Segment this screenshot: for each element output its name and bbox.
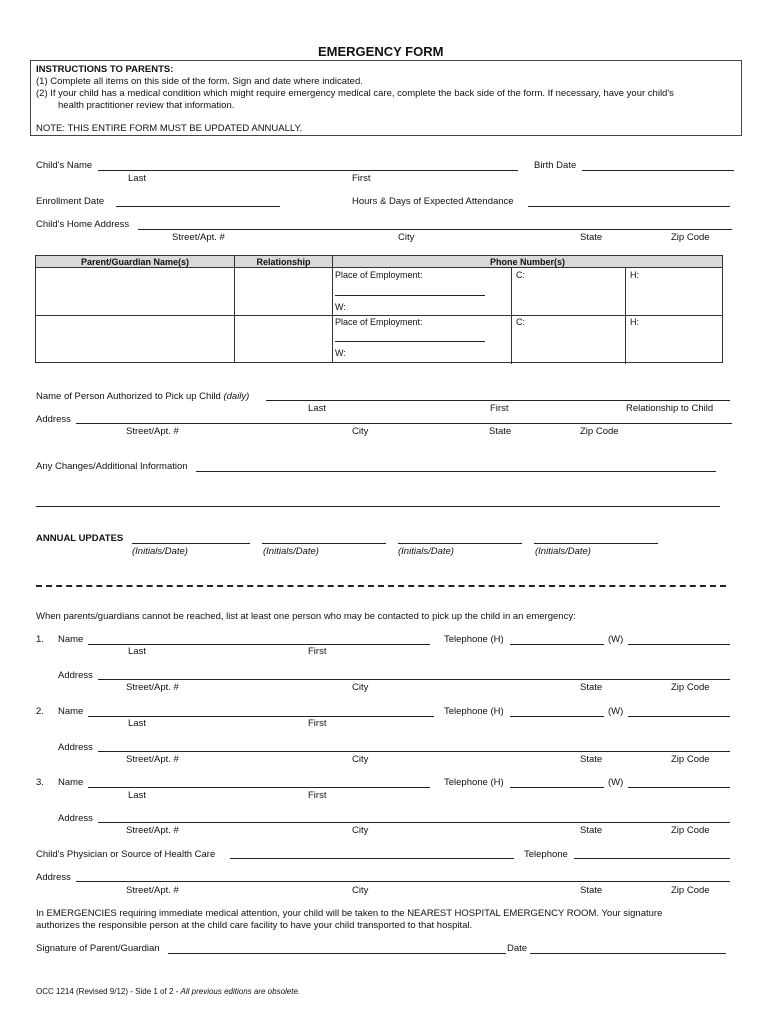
annual-update-field-1[interactable]: [132, 543, 250, 544]
phone-cell-2: [333, 316, 723, 363]
contact-1-name-field[interactable]: [88, 644, 430, 645]
annual-update-field-3[interactable]: [398, 543, 522, 544]
contact-3-last-caption: Last: [128, 790, 146, 801]
contact-1-phone-w-field[interactable]: [628, 644, 730, 645]
physician-label: Child's Physician or Source of Health Care: [36, 849, 216, 860]
changes-field-2[interactable]: [36, 506, 720, 507]
employment-field[interactable]: [335, 341, 485, 342]
contact-1-address-label: Address: [58, 670, 93, 681]
physician-zip-caption: Zip Code: [671, 885, 710, 896]
contact-2-phone-h-label: Telephone (H): [444, 706, 504, 717]
child-name-label: Child's Name: [36, 160, 93, 171]
employment-label: Place of Employment:: [335, 317, 423, 327]
hours-field[interactable]: [528, 206, 730, 207]
employment-label: Place of Employment:: [335, 270, 423, 280]
contact-1-first-caption: First: [308, 646, 327, 657]
contact-3-number: 3.: [36, 777, 44, 788]
annual-updates-label: ANNUAL UPDATES: [36, 533, 124, 544]
home-address-field[interactable]: [138, 229, 732, 230]
contact-3-name-field[interactable]: [88, 787, 430, 788]
physician-city-caption: City: [352, 885, 369, 896]
pickup-state-caption: State: [489, 426, 512, 437]
instructions-note: NOTE: THIS ENTIRE FORM MUST BE UPDATED ANNUALLY.: [36, 123, 303, 134]
contact-1-phone-w-label: (W): [608, 634, 624, 645]
contact-2-zip-caption: Zip Code: [671, 754, 710, 765]
child-last-caption: Last: [128, 173, 146, 184]
pickup-address-label: Address: [36, 414, 71, 425]
contact-1-name-label: Name: [58, 634, 84, 645]
relationship-cell-2[interactable]: [235, 316, 333, 363]
contact-1-last-caption: Last: [128, 646, 146, 657]
contact-1-state-caption: State: [580, 682, 603, 693]
birth-date-label: Birth Date: [534, 160, 577, 171]
contact-2-name-field[interactable]: [88, 716, 434, 717]
pickup-first-caption: First: [490, 403, 509, 414]
home-address-label: Child's Home Address: [36, 219, 130, 230]
contact-1-city-caption: City: [352, 682, 369, 693]
contact-2-city-caption: City: [352, 754, 369, 765]
emergency-contacts-intro: When parents/guardians cannot be reached, list at least one person who may be contacted to pick up the child in an emergency:: [36, 611, 576, 622]
contact-3-name-label: Name: [58, 777, 84, 788]
contact-2-state-caption: State: [580, 754, 603, 765]
cell-phone-label: C:: [516, 270, 525, 280]
contact-3-first-caption: First: [308, 790, 327, 801]
physician-telephone-label: Telephone: [524, 849, 568, 860]
phone-cell-1: [333, 268, 723, 316]
changes-label: Any Changes/Additional Information: [36, 461, 188, 472]
address-zip-caption: Zip Code: [671, 232, 710, 243]
form-title: EMERGENCY FORM: [318, 44, 444, 59]
contact-3-street-caption: Street/Apt. #: [126, 825, 179, 836]
contact-1-street-caption: Street/Apt. #: [126, 682, 179, 693]
physician-telephone-field[interactable]: [574, 858, 730, 859]
guardian-name-cell-2[interactable]: [36, 316, 235, 363]
instruction-item-1: (1) Complete all items on this side of the form. Sign and date where indicated.: [36, 76, 363, 87]
date-label: Date: [507, 943, 528, 954]
work-phone-label: W:: [335, 302, 346, 312]
contact-2-phone-h-field[interactable]: [510, 716, 604, 717]
contact-2-first-caption: First: [308, 718, 327, 729]
contact-2-phone-w-field[interactable]: [628, 716, 730, 717]
col-relationship: Relationship: [235, 256, 333, 268]
pickup-last-caption: Last: [308, 403, 326, 414]
contact-1-address-field[interactable]: [98, 679, 730, 680]
pickup-relationship-caption: Relationship to Child: [626, 403, 714, 414]
address-street-caption: Street/Apt. #: [172, 232, 225, 243]
contact-3-phone-h-label: Telephone (H): [444, 777, 504, 788]
instruction-item-2-cont: health practitioner review that information.: [58, 100, 235, 111]
form-footer: OCC 1214 (Revised 9/12) - Side 1 of 2 - All previous editions are obsolete.: [36, 987, 301, 996]
contact-2-street-caption: Street/Apt. #: [126, 754, 179, 765]
enrollment-date-field[interactable]: [116, 206, 280, 207]
annual-caption-1: (Initials/Date): [132, 546, 188, 557]
emergency-notice-line-2: authorizes the responsible person at the child care facility to have your child transported to that hospital.: [36, 920, 473, 931]
enrollment-date-label: Enrollment Date: [36, 196, 105, 207]
child-name-field[interactable]: [98, 170, 518, 171]
instruction-item-2: (2) If your child has a medical condition which might require emergency medical care, complete the back side of the form. If necessary, have your child's: [36, 88, 674, 99]
changes-field-1[interactable]: [196, 471, 716, 472]
guardian-table: [35, 255, 723, 363]
home-phone-label: H:: [630, 270, 639, 280]
signature-label: Signature of Parent/Guardian: [36, 943, 160, 954]
employment-field[interactable]: [335, 295, 485, 296]
contact-3-phone-w-field[interactable]: [628, 787, 730, 788]
contact-3-phone-w-label: (W): [608, 777, 624, 788]
hours-label: Hours & Days of Expected Attendance: [352, 196, 514, 207]
pickup-label: Name of Person Authorized to Pick up Child (daily): [36, 391, 250, 402]
contact-3-state-caption: State: [580, 825, 603, 836]
contact-3-city-caption: City: [352, 825, 369, 836]
birth-date-field[interactable]: [582, 170, 734, 171]
pickup-city-caption: City: [352, 426, 369, 437]
contact-1-zip-caption: Zip Code: [671, 682, 710, 693]
annual-caption-3: (Initials/Date): [398, 546, 454, 557]
annual-caption-4: (Initials/Date): [535, 546, 591, 557]
contact-3-address-field[interactable]: [98, 822, 730, 823]
date-field[interactable]: [530, 953, 726, 954]
contact-3-phone-h-field[interactable]: [510, 787, 604, 788]
emergency-notice-line-1: In EMERGENCIES requiring immediate medical attention, your child will be taken to the NEAREST HOSPITAL EMERGENCY ROOM. Your signature: [36, 908, 663, 919]
signature-field[interactable]: [168, 953, 506, 954]
address-city-caption: City: [398, 232, 415, 243]
contact-2-number: 2.: [36, 706, 44, 717]
contact-2-address-label: Address: [58, 742, 93, 753]
annual-update-field-4[interactable]: [534, 543, 658, 544]
pickup-address-field[interactable]: [76, 423, 732, 424]
contact-3-zip-caption: Zip Code: [671, 825, 710, 836]
home-phone-label: H:: [630, 317, 639, 327]
col-guardian-name: Parent/Guardian Name(s): [36, 256, 235, 268]
work-phone-label: W:: [335, 348, 346, 358]
col-phone: Phone Number(s): [333, 256, 723, 268]
guardian-name-cell-1[interactable]: [36, 268, 235, 316]
physician-street-caption: Street/Apt. #: [126, 885, 179, 896]
pickup-zip-caption: Zip Code: [580, 426, 619, 437]
contact-1-phone-h-label: Telephone (H): [444, 634, 504, 645]
contact-2-address-field[interactable]: [98, 751, 730, 752]
physician-address-field[interactable]: [76, 881, 730, 882]
contact-2-phone-w-label: (W): [608, 706, 624, 717]
address-state-caption: State: [580, 232, 603, 243]
pickup-name-field[interactable]: [266, 400, 730, 401]
contact-2-name-label: Name: [58, 706, 84, 717]
contact-1-number: 1.: [36, 634, 44, 645]
child-first-caption: First: [352, 173, 371, 184]
physician-address-label: Address: [36, 872, 71, 883]
annual-update-field-2[interactable]: [262, 543, 386, 544]
physician-field[interactable]: [230, 858, 514, 859]
contact-2-last-caption: Last: [128, 718, 146, 729]
instructions-heading: INSTRUCTIONS TO PARENTS:: [36, 64, 174, 75]
contact-3-address-label: Address: [58, 813, 93, 824]
relationship-cell-1[interactable]: [235, 268, 333, 316]
annual-caption-2: (Initials/Date): [263, 546, 319, 557]
cut-line: [36, 585, 726, 587]
contact-1-phone-h-field[interactable]: [510, 644, 604, 645]
physician-state-caption: State: [580, 885, 603, 896]
pickup-street-caption: Street/Apt. #: [126, 426, 179, 437]
cell-phone-label: C:: [516, 317, 525, 327]
